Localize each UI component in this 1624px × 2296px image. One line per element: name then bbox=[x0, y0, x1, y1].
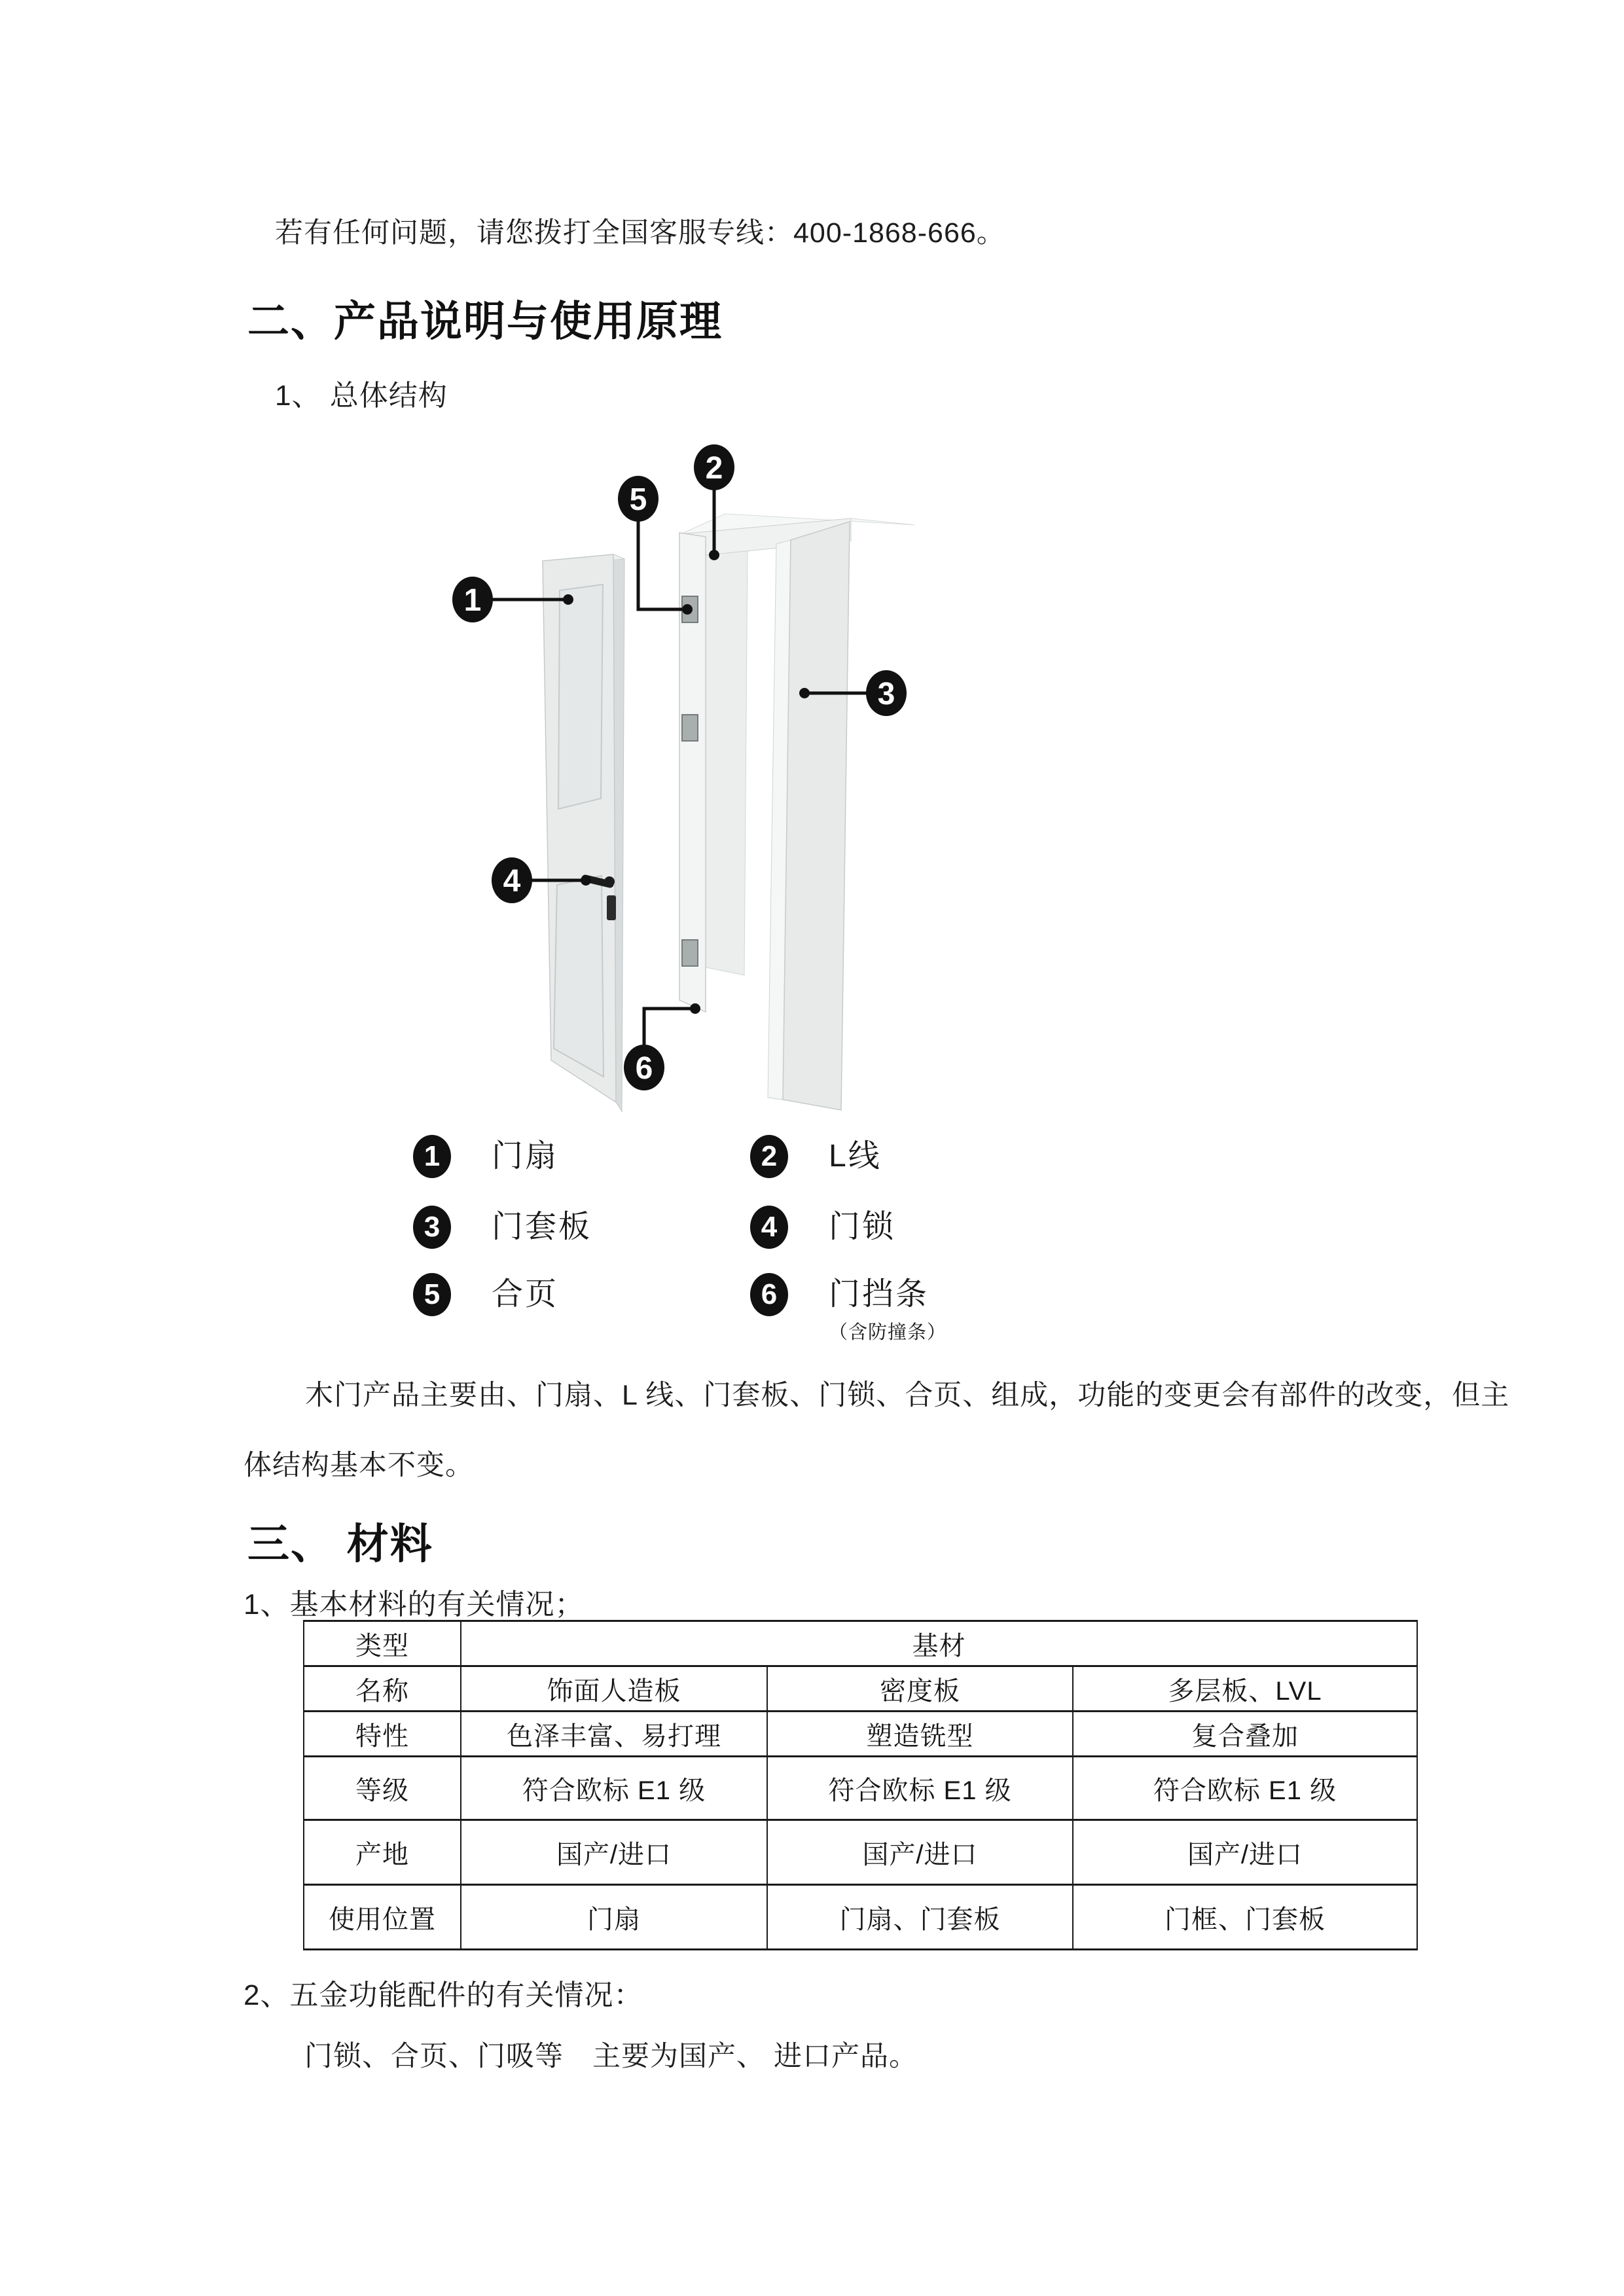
table-cell: 使用位置 bbox=[304, 1885, 461, 1950]
legend-item bbox=[750, 1135, 882, 1178]
table-row bbox=[304, 1666, 1417, 1712]
table-cell: 名称 bbox=[304, 1666, 461, 1712]
legend-label: 门挡条 bbox=[829, 1277, 929, 1312]
table-cell: 门扇、门套板 bbox=[767, 1885, 1073, 1950]
table-cell: 国产/进口 bbox=[461, 1820, 767, 1885]
legend-badge-2: 2 bbox=[750, 1135, 788, 1178]
legend-badge-1: 1 bbox=[413, 1135, 451, 1178]
table-row bbox=[304, 1621, 1417, 1666]
table-cell: 特性 bbox=[304, 1712, 461, 1757]
structure-paragraph-line1: 木门产品主要由、门扇、L 线、门套板、门锁、合页、组成，功能的变更会有部件的改变，但主 bbox=[305, 1380, 1510, 1411]
section3-heading: 三、 材料 bbox=[247, 1520, 433, 1568]
legend-item bbox=[413, 1206, 592, 1249]
door-upper-panel bbox=[558, 584, 603, 809]
callout-badge-5 bbox=[618, 476, 659, 522]
table-cell: 色泽丰富、易打理 bbox=[461, 1712, 767, 1757]
table-cell: 复合叠加 bbox=[1073, 1712, 1417, 1757]
svg-text:6: 6 bbox=[635, 1051, 653, 1086]
callout-badge-2 bbox=[694, 444, 734, 490]
section3-sub2: 2、五金功能配件的有关情况： bbox=[244, 1979, 643, 2011]
table-cell: 符合欧标 E1 级 bbox=[461, 1757, 767, 1820]
table-row bbox=[304, 1885, 1417, 1950]
materials-table bbox=[303, 1620, 1418, 1950]
svg-text:1: 1 bbox=[463, 583, 482, 618]
legend-item bbox=[750, 1273, 947, 1344]
door-leaf bbox=[543, 554, 624, 1111]
legend-item bbox=[413, 1135, 558, 1178]
legend-note: （含防撞条） bbox=[829, 1322, 947, 1343]
table-cell: 符合欧标 E1 级 bbox=[767, 1757, 1073, 1820]
callout-badge-3 bbox=[866, 670, 907, 716]
table-cell: 门框、门套板 bbox=[1073, 1885, 1417, 1950]
legend-label: 门扇 bbox=[492, 1139, 559, 1174]
table-cell: 塑造铣型 bbox=[767, 1712, 1073, 1757]
intro-text: 若有任何问题，请您拨打全国客服专线：400-1868-666。 bbox=[275, 217, 1005, 249]
door-jamb bbox=[768, 522, 850, 1110]
legend-label: 合页 bbox=[492, 1277, 559, 1312]
section2-heading: 二、产品说明与使用原理 bbox=[247, 298, 723, 345]
table-cell: 产地 bbox=[304, 1820, 461, 1885]
legend-badge-3: 3 bbox=[413, 1206, 451, 1249]
callout-badge-1 bbox=[452, 577, 493, 622]
table-row bbox=[304, 1757, 1417, 1820]
legend-label: L线 bbox=[829, 1139, 882, 1174]
legend-item bbox=[750, 1206, 895, 1249]
hinge-icon bbox=[682, 715, 698, 741]
svg-text:2: 2 bbox=[705, 451, 723, 486]
table-cell: 国产/进口 bbox=[1073, 1820, 1417, 1885]
table-cell: 类型 bbox=[304, 1621, 461, 1666]
legend-badge-4: 4 bbox=[750, 1206, 788, 1249]
table-cell: 符合欧标 E1 级 bbox=[1073, 1757, 1417, 1820]
table-cell: 多层板、LVL bbox=[1073, 1666, 1417, 1712]
table-cell: 饰面人造板 bbox=[461, 1666, 767, 1712]
table-cell: 基材 bbox=[461, 1621, 1417, 1666]
legend-badge-6: 6 bbox=[750, 1273, 788, 1316]
legend-badge-5: 5 bbox=[413, 1273, 451, 1316]
hinge-icon bbox=[682, 940, 698, 966]
legend-label: 门套板 bbox=[492, 1210, 592, 1244]
svg-text:3: 3 bbox=[877, 677, 895, 711]
table-cell: 门扇 bbox=[461, 1885, 767, 1950]
section3-sub2-text: 门锁、合页、门吸等 主要为国产、 进口产品。 bbox=[304, 2041, 918, 2072]
callout-badge-4 bbox=[492, 857, 532, 903]
svg-text:5: 5 bbox=[629, 482, 647, 517]
table-cell: 等级 bbox=[304, 1757, 461, 1820]
door-lower-panel bbox=[554, 876, 604, 1077]
svg-text:4: 4 bbox=[503, 864, 521, 899]
table-row bbox=[304, 1820, 1417, 1885]
section3-sub1: 1、基本材料的有关情况； bbox=[244, 1588, 585, 1621]
table-cell: 密度板 bbox=[767, 1666, 1073, 1712]
table-cell: 国产/进口 bbox=[767, 1820, 1073, 1885]
callout-badge-6 bbox=[624, 1045, 664, 1090]
section2-sub1: 1、 总体结构 bbox=[275, 380, 448, 412]
door-diagram bbox=[419, 419, 982, 1113]
legend-item bbox=[413, 1273, 558, 1316]
legend-label: 门锁 bbox=[829, 1210, 896, 1244]
structure-paragraph-line2: 体结构基本不变。 bbox=[244, 1450, 474, 1481]
table-row bbox=[304, 1712, 1417, 1757]
